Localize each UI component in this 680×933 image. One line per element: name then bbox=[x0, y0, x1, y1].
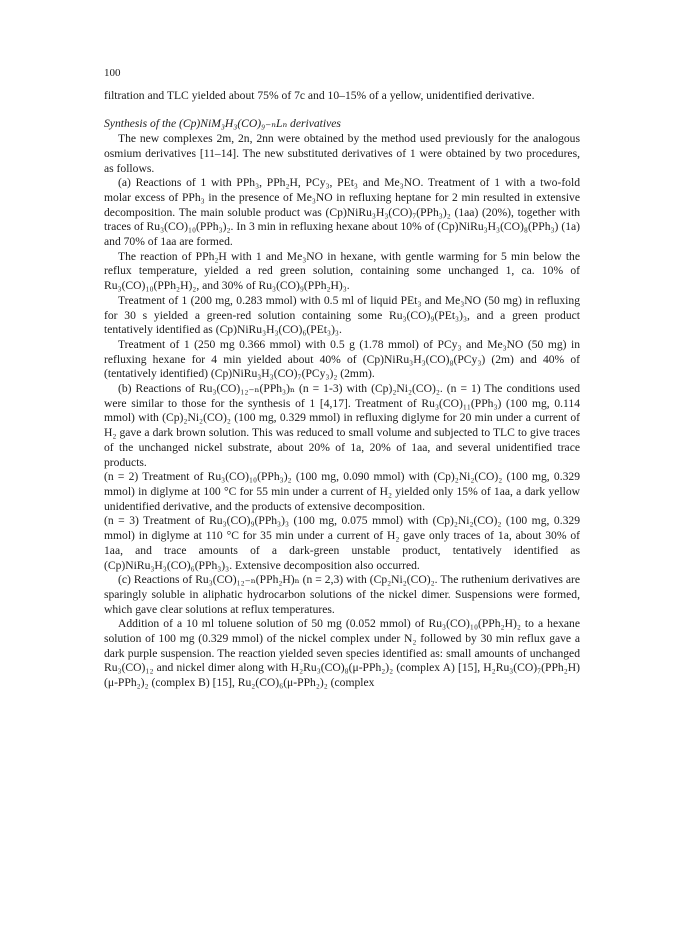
paragraph-pph2h: The reaction of PPh₂H with 1 and Me₃NO in hexane, with gentle warming for 5 min below the reflux temperature, yielded a red green solution, containing some unchanged 1, ca. 10% of Ru₃(CO)₁₀(PPh₂H)₂, and 30% of Ru₃(CO)₉(PPh₂H)₃. bbox=[104, 249, 580, 293]
paragraph-n3: (n = 3) Treatment of Ru₃(CO)₉(PPh₃)₃ (100 mg, 0.075 mmol) with (Cp)₂Ni₂(CO)₂ (100 mg, 0.329 mmol) in diglyme at 110 °C for 35 min under a current of H₂ gave only traces of 1a, about 30% of 1aa, and trace amounts of a dark-green unstable product, tentatively identified as (Cp)NiRu₃H₃(CO)₆(PPh₃)₃. Extensive decomposition also occurred. bbox=[104, 514, 580, 572]
paragraph-continuation: filtration and TLC yielded about 75% of 7c and 10–15% of a yellow, unidentified derivative. bbox=[104, 88, 535, 102]
section-spacer bbox=[104, 103, 580, 117]
paragraph-pcy3: Treatment of 1 (250 mg 0.366 mmol) with 0.5 g (1.78 mmol) of PCy₃ and Me₃NO (50 mg) in refluxing hexane for 4 min yielded about 40% of (Cp)NiRu₃H₃(CO)₈(PCy₃) (2m) and 40% of (tentatively identified) (Cp)NiRu₃H₃(CO)₇(PCy₃)₂ (2mm). bbox=[104, 337, 580, 381]
paragraph-intro: The new complexes 2m, 2n, 2nn were obtained by the method used previously for the analogous osmium derivatives [11–14]. The new substituted derivatives of 1 were obtained by two procedures, as follows. bbox=[104, 132, 580, 175]
paragraph-pet3: Treatment of 1 (200 mg, 0.283 mmol) with 0.5 ml of liquid PEt₃ and Me₃NO (50 mg) in refluxing for 30 s yielded a green-red solution containing some Ru₃(CO)₉(PEt₃)₃, and a green product tentatively identified as (Cp)NiRu₃H₃(CO)₆(PEt₃)₃. bbox=[104, 293, 580, 337]
paragraph-reactions-b: (b) Reactions of Ru₃(CO)₁₂₋ₙ(PPh₃)ₙ (n = 1-3) with (Cp)₂Ni₂(CO)₂. (n = 1) The conditions used were similar to those for the synthesis of 1 [4,17]. Treatment of Ru₃(CO)₁₁(PPh₃) (100 mg, 0.114 mmol) with (Cp)₂Ni₂(CO)₂ (100 mg, 0.329 mmol) in refluxing diglyme for 20 min under a current of H₂ gave a dark brown solution. This was reduced to small volume and subjected to TLC to give traces of the unchanged nickel substrate, about 20% of 1a, 20% of 1aa, and several unidentified trace products. bbox=[104, 382, 580, 469]
paragraph-reactions-c: (c) Reactions of Ru₃(CO)₁₂₋ₙ(PPh₂H)ₙ (n = 2,3) with (Cp₂Ni₂(CO)₂. The ruthenium derivatives are sparingly soluble in aliphatic hydrocarbon solutions of the nickel dimer. Suspensions were formed, which gave clear solutions at reflux temperatures. bbox=[104, 573, 580, 616]
section-heading: Synthesis of the (Cp)NiM₃H₃(CO)₉₋ₙLₙ derivatives bbox=[104, 117, 341, 131]
paragraph-addition: Addition of a 10 ml toluene solution of 50 mg (0.052 mmol) of Ru₃(CO)₁₀(PPh₂H)₂ to a hexane solution of 100 mg (0.329 mmol) of the nickel complex under N₂ followed by 30 min reflux gave a dark purple suspension. The reaction yielded seven species identified as: small amounts of unchanged Ru₃(CO)₁₂ and nickel dimer along with H₂Ru₃(CO)₈(μ-PPh₂)₂ (complex A) [15], H₂Ru₃(CO)₇(PPh₂H)(μ-PPh₂)₂ (complex B) [15], Ru₂(CO)₆(μ-PPh₂)₂ (complex bbox=[104, 617, 580, 690]
paragraph-reactions-a: (a) Reactions of 1 with PPh₃, PPh₂H, PCy₃, PEt₃ and Me₃NO. Treatment of 1 with a two-fold molar excess of PPh₃ in the presence of Me₃NO in refluxing heptane for 2 min resulted in extensive decomposition. The main soluble product was (Cp)NiRu₃H₃(CO)₇(PPh₃)₂ (1aa) (20%), together with traces of Ru₃(CO)₁₀(PPh₃)₂. In 3 min in refluxing hexane about 10% of (Cp)NiRu₃H₃(CO)₈(PPh₃) (1a) and 70% of 1aa are formed. bbox=[104, 176, 580, 249]
page-number: 100 bbox=[104, 67, 121, 79]
paragraph-n2: (n = 2) Treatment of Ru₃(CO)₁₀(PPh₃)₂ (100 mg, 0.090 mmol) with (Cp)₂Ni₂(CO)₂ (100 mg, 0.329 mmol) in diglyme at 100 °C for 55 min under a current of H₂ yielded only 15% of 1aa, a dark yellow unidentified derivative, and the products of extensive decomposition. bbox=[104, 470, 580, 513]
journal-page bbox=[104, 66, 580, 691]
